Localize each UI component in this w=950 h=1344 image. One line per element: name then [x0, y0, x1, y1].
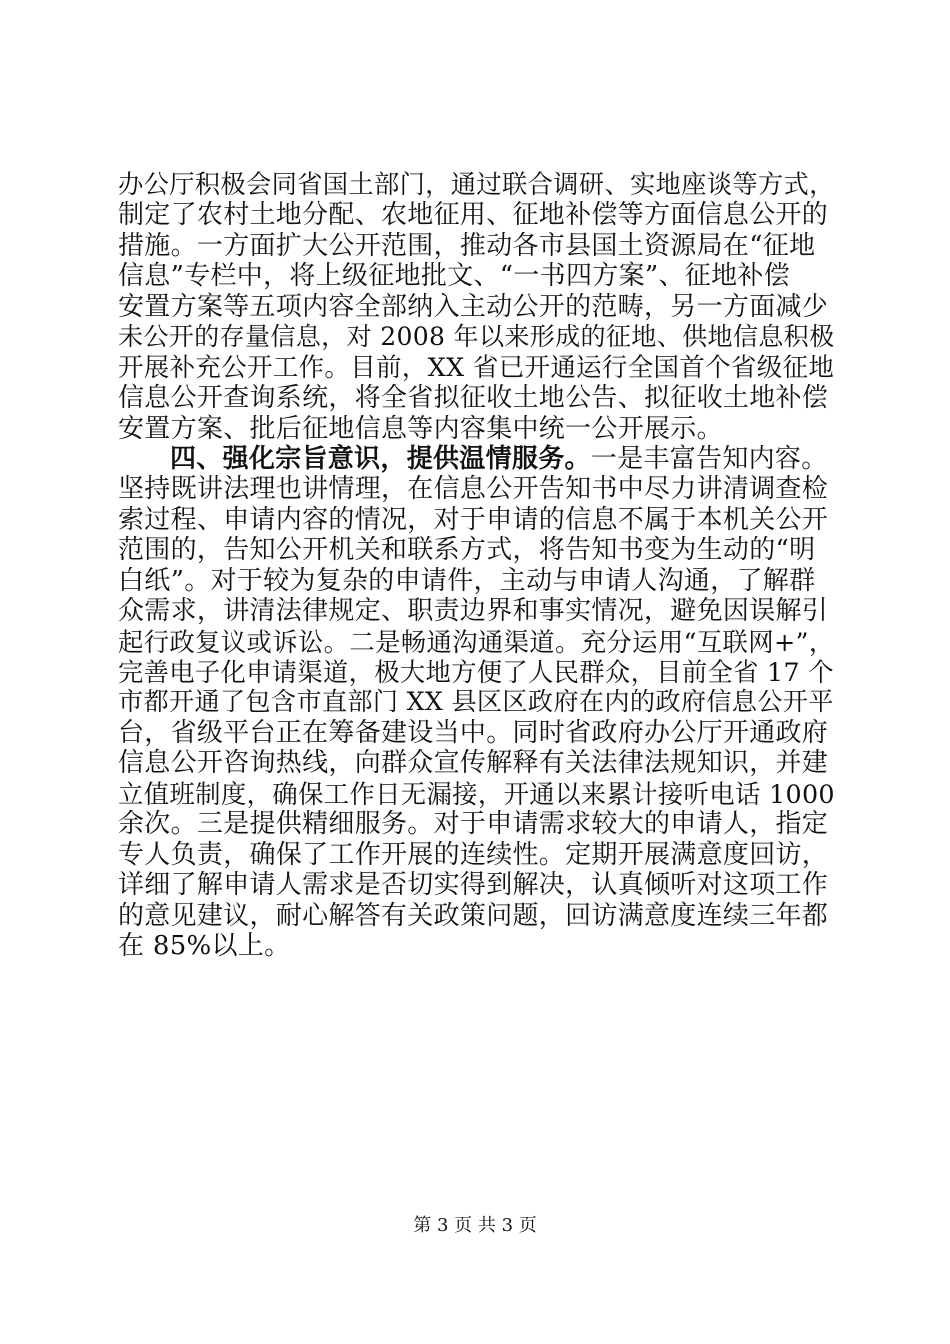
- text-line: 市都开通了包含市直部门 XX 县区区政府在内的政府信息公开平: [118, 687, 834, 717]
- text-line: 立值班制度，确保工作日无漏接，开通以来累计接听电话 1000: [118, 778, 835, 809]
- text-line: 制定了农村土地分配、农地征用、征地补偿等方面信息公开的: [118, 200, 829, 231]
- text-line: 台，省级平台正在筹备建设当中。同时省政府办公厅开通政府: [118, 717, 829, 748]
- paragraph-land-disclosure: [118, 170, 838, 444]
- text-run: 一是丰富告知内容。: [590, 443, 828, 474]
- document-body: [118, 170, 838, 961]
- text-line: 未公开的存量信息，对 2008 年以来形成的征地、供地信息积极: [118, 322, 835, 352]
- text-line: 起行政复议或诉讼。二是畅通沟通渠道。充分运用“互联网+”，: [118, 626, 835, 657]
- text-line: 专人负责，确保了工作开展的连续性。定期开展满意度回访，: [118, 839, 829, 870]
- text-line: 索过程、申请内容的情况，对于申请的信息不属于本机关公开: [118, 504, 829, 535]
- text-line: 信息公开咨询热线，向群众宣传解释有关法律法规知识，并建: [118, 748, 829, 779]
- text-line: 信息公开查询系统，将全省拟征收土地公告、拟征收土地补偿: [118, 383, 829, 414]
- text-line: 坚持既讲法理也讲情理，在信息公开告知书中尽力讲清调查检: [118, 474, 829, 505]
- text-line-first: [118, 444, 838, 474]
- text-line: 完善电子化申请渠道，极大地方便了人民群众，目前全省 17 个: [118, 657, 834, 687]
- text-line: 办公厅积极会同省国土部门，通过联合调研、实地座谈等方式，: [118, 170, 835, 199]
- text-line: 余次。三是提供精细服务。对于申请需求较大的申请人，指定: [118, 809, 829, 840]
- text-line: 详细了解申请人需求是否切实得到解决，认真倾听对这项工作: [118, 870, 829, 901]
- paragraph-service: [118, 444, 838, 961]
- text-line: 安置方案、批后征地信息等内容集中统一公开展示。: [118, 413, 723, 444]
- text-line: 开展补充公开工作。目前，XX 省已开通运行全国首个省级征地: [118, 352, 835, 383]
- section-heading: 四、强化宗旨意识，提供温情服务。: [170, 443, 591, 474]
- text-line: 安置方案等五项内容全部纳入主动公开的范畴，另一方面减少: [118, 291, 829, 322]
- text-line: 范围的，告知公开机关和联系方式，将告知书变为生动的“明: [118, 535, 816, 566]
- text-line: 措施。一方面扩大公开范围，推动各市县国土资源局在“征地: [118, 230, 816, 261]
- text-line: 在 85%以上。: [118, 930, 291, 961]
- page-number-footer: 第 3 页 共 3 页: [413, 1215, 537, 1236]
- text-line: 信息”专栏中，将上级征地批文、“一书四方案”、征地补偿: [118, 261, 790, 292]
- text-line: 的意见建议，耐心解答有关政策问题，回访满意度连续三年都: [118, 900, 829, 931]
- text-line: 众需求，讲清法律规定、职责边界和事实情况，避免因误解引: [118, 596, 829, 627]
- text-line: 白纸”。对于较为复杂的申请件，主动与申请人沟通，了解群: [118, 565, 816, 596]
